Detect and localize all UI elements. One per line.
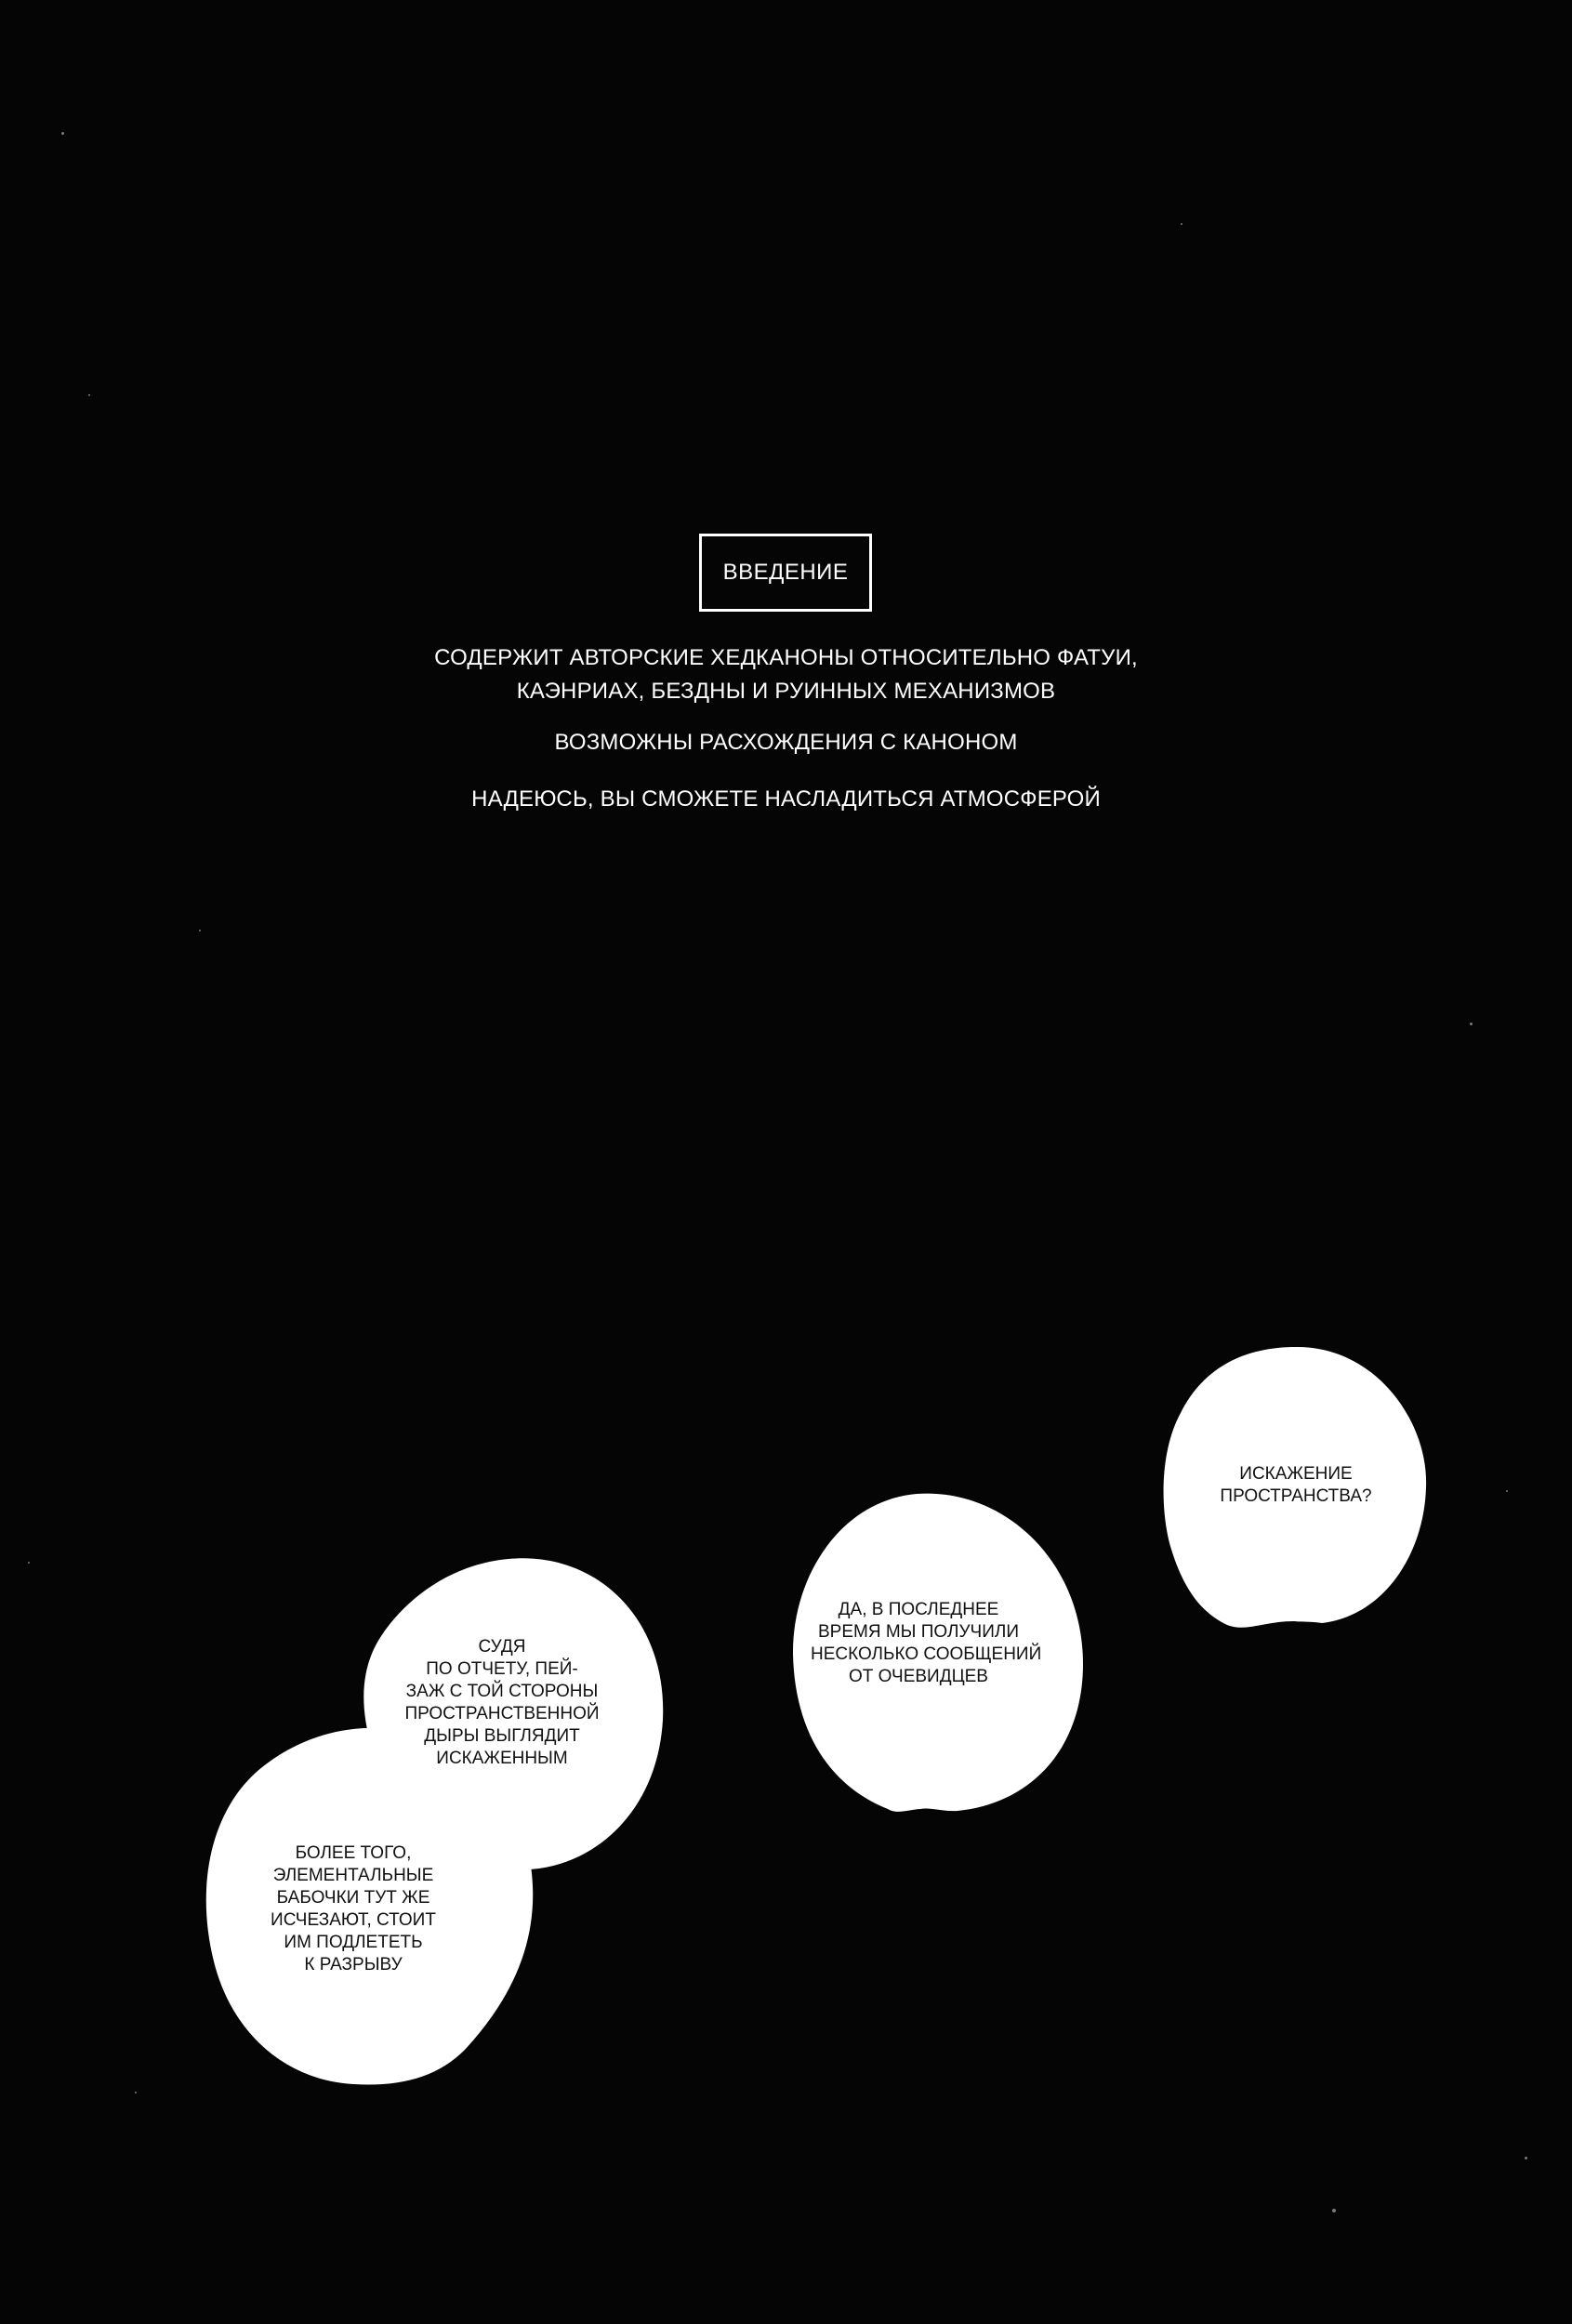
bubble-line: ЗАЖ С ТОЙ СТОРОНЫ	[405, 1682, 599, 1701]
intro-line-4: НАДЕЮСЬ, ВЫ СМОЖЕТЕ НАСЛАДИТЬСЯ АТМОСФЕРОЙ	[471, 786, 1101, 812]
intro-line-2: КАЭНРИАХ, БЕЗДНЫ И РУИННЫХ МЕХАНИЗМОВ	[516, 679, 1056, 704]
bubble-line: СУДЯ	[478, 1637, 526, 1657]
bubble-line: К РАЗРЫВУ	[304, 1955, 403, 1974]
speech-bubble-4-text	[251, 1842, 456, 1976]
intro-line-1: СОДЕРЖИТ АВТОРСКИЕ ХЕДКАНОНЫ ОТНОСИТЕЛЬНО ФАТУИ,	[434, 645, 1138, 670]
bubble-line: ПРОСТРАНСТВЕННОЙ	[404, 1704, 600, 1723]
speech-bubble-2-text	[811, 1599, 1042, 1688]
bubble-line: ДЫРЫ ВЫГЛЯДИТ	[424, 1726, 580, 1746]
intro-title: ВВЕДЕНИЕ	[722, 560, 849, 585]
bubble-line: ИМ ПОДЛЕТЕТЬ	[284, 1933, 423, 1952]
bubble-line: ОТ ОЧЕВИДЦЕВ	[849, 1667, 988, 1686]
speech-bubble-1-text	[1194, 1463, 1398, 1508]
bubble-line: ЭЛЕМЕНТАЛЬНЫЕ	[272, 1866, 434, 1885]
bubble-line: НЕСКОЛЬКО СООБЩЕНИЙ	[811, 1644, 1042, 1664]
bubble-line: ПО ОТЧЕТУ, ПЕЙ-	[426, 1659, 578, 1679]
bubble-line: ИСКАЖЕННЫМ	[436, 1749, 568, 1768]
bubble-line: БОЛЕЕ ТОГО,	[295, 1843, 412, 1863]
bubble-line: БАБОЧКИ ТУТ ЖЕ	[276, 1888, 430, 1908]
bubble-line: ИСКАЖЕНИЕ	[1239, 1464, 1353, 1484]
speech-bubble-3-text	[400, 1636, 604, 1770]
bubble-line: ПРОСТРАНСТВА?	[1220, 1486, 1372, 1506]
bubble-line: ДА, В ПОСЛЕДНЕЕ	[838, 1600, 999, 1619]
bubble-line: ВРЕМЯ МЫ ПОЛУЧИЛИ	[818, 1622, 1019, 1642]
intro-line-3: ВОЗМОЖНЫ РАСХОЖДЕНИЯ С КАНОНОМ	[554, 730, 1018, 755]
bubble-line: ИСЧЕЗАЮТ, СТОИТ	[271, 1910, 436, 1930]
